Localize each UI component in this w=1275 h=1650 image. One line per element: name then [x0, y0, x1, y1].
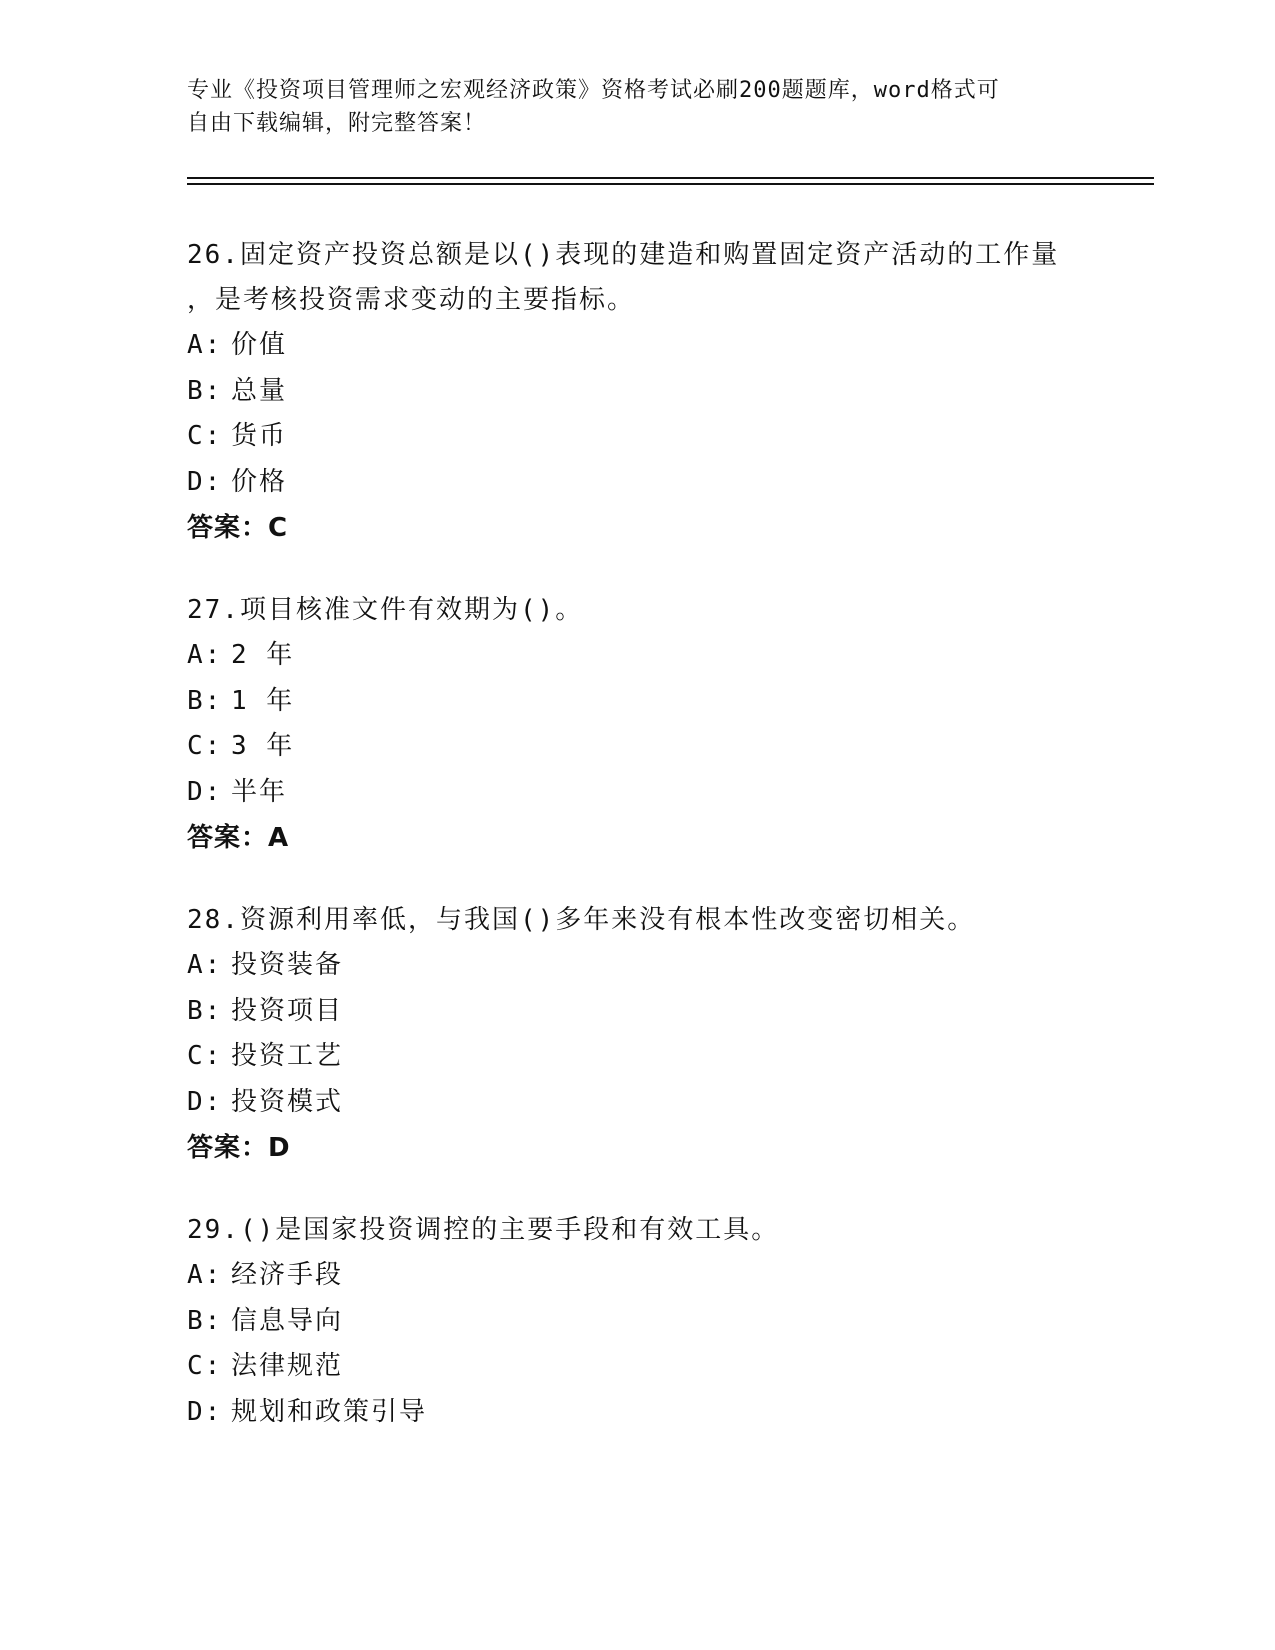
option-letter: C: — [187, 421, 223, 451]
option-letter: A: — [187, 1260, 223, 1290]
header-line-2: 自由下载编辑，附完整答案！ — [187, 111, 487, 136]
option-b — [187, 989, 1087, 1035]
question-28 — [187, 898, 1087, 1171]
option-letter: D: — [187, 1086, 223, 1117]
option-c — [187, 1034, 1087, 1080]
option-d — [187, 1390, 1087, 1436]
header-rule-bottom — [187, 183, 1154, 185]
question-27 — [187, 588, 1087, 861]
option-letter: A: — [187, 330, 223, 360]
option-letter: B: — [187, 685, 223, 716]
option-c — [187, 724, 1087, 770]
option-a — [187, 633, 1087, 679]
question-26 — [187, 233, 1087, 551]
option-text: 1 年 — [231, 685, 295, 716]
option-d — [187, 1080, 1087, 1126]
option-text: 总量 — [231, 375, 288, 406]
option-letter: D: — [187, 776, 223, 807]
question-stem: 26.固定资产投资总额是以()表现的建造和购置固定资产活动的工作量 — [187, 240, 1060, 270]
option-text: 价值 — [231, 330, 288, 360]
question-stem: 29.()是国家投资调控的主要手段和有效工具。 — [187, 1215, 780, 1245]
answer: 答案：A — [187, 823, 290, 853]
option-text: 投资项目 — [231, 995, 344, 1026]
option-b — [187, 679, 1087, 725]
option-text: 规划和政策引导 — [231, 1396, 428, 1427]
option-text: 投资装备 — [231, 950, 344, 980]
option-letter: C: — [187, 731, 223, 761]
document-header — [187, 74, 1067, 140]
option-text: 3 年 — [231, 731, 295, 761]
question-stem-continued: ，是考核投资需求变动的主要指标。 — [187, 285, 636, 315]
option-letter: A: — [187, 950, 223, 980]
option-text: 投资工艺 — [231, 1041, 344, 1071]
option-text: 价格 — [231, 466, 288, 497]
question-list — [187, 233, 1087, 1472]
option-letter: B: — [187, 995, 223, 1026]
option-letter: B: — [187, 1305, 223, 1336]
option-letter: C: — [187, 1351, 223, 1381]
option-a — [187, 1253, 1087, 1299]
option-a — [187, 323, 1087, 369]
option-d — [187, 770, 1087, 816]
option-text: 投资模式 — [231, 1086, 344, 1117]
option-b — [187, 1299, 1087, 1345]
option-d — [187, 460, 1087, 506]
question-29 — [187, 1208, 1087, 1435]
option-a — [187, 943, 1087, 989]
option-c — [187, 414, 1087, 460]
option-text: 半年 — [231, 776, 288, 807]
option-letter: D: — [187, 1396, 223, 1427]
header-line-1: 专业《投资项目管理师之宏观经济政策》资格考试必刷200题题库，word格式可 — [187, 78, 1000, 103]
option-text: 信息导向 — [231, 1305, 344, 1336]
answer: 答案：C — [187, 513, 289, 543]
question-stem: 28.资源利用率低，与我国()多年来没有根本性改变密切相关。 — [187, 905, 976, 935]
option-letter: A: — [187, 640, 223, 670]
option-b — [187, 369, 1087, 415]
option-letter: B: — [187, 375, 223, 406]
option-letter: D: — [187, 466, 223, 497]
option-text: 经济手段 — [231, 1260, 344, 1290]
header-rule-top — [187, 177, 1154, 179]
answer: 答案：D — [187, 1133, 291, 1163]
option-text: 法律规范 — [231, 1351, 344, 1381]
option-text: 货币 — [231, 421, 288, 451]
option-c — [187, 1344, 1087, 1390]
option-text: 2 年 — [231, 640, 295, 670]
question-stem: 27.项目核准文件有效期为()。 — [187, 595, 584, 625]
option-letter: C: — [187, 1041, 223, 1071]
